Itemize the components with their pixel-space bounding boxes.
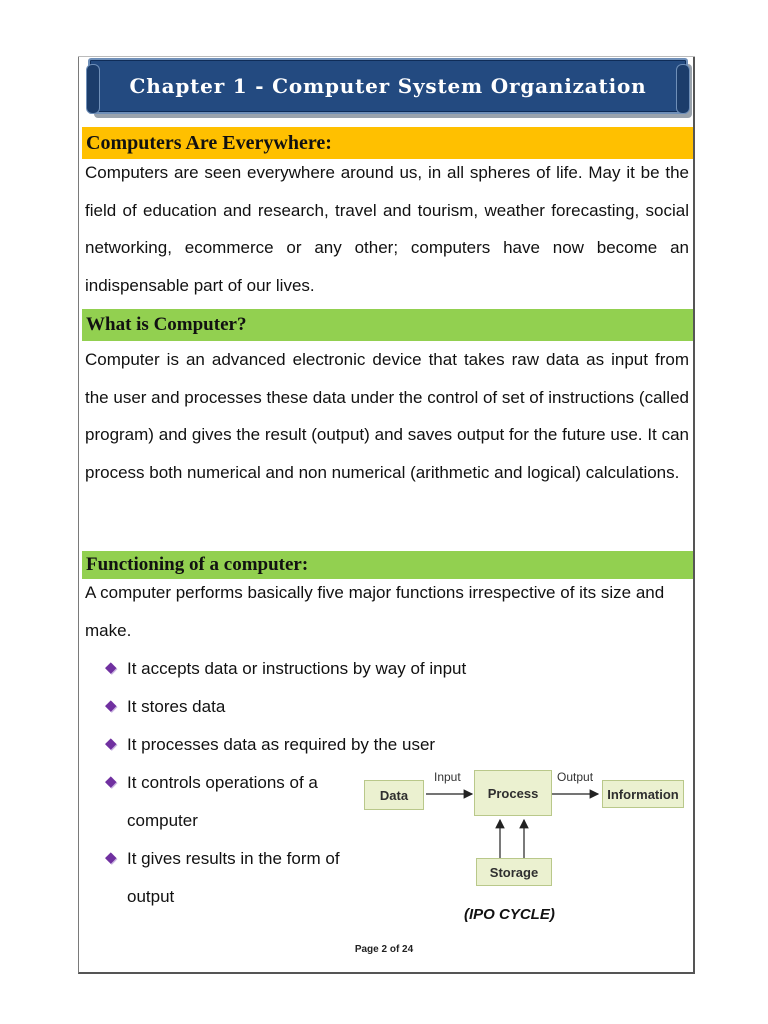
diagram-caption: (IPO CYCLE) bbox=[464, 906, 555, 923]
list-item bbox=[105, 764, 365, 840]
box-data: Data bbox=[364, 780, 424, 810]
chapter-banner bbox=[88, 58, 688, 114]
banner-panel bbox=[88, 58, 688, 114]
scroll-curl-right bbox=[676, 64, 690, 114]
section-heading-everywhere: Computers Are Everywhere: bbox=[82, 127, 693, 159]
paragraph-what-is: Computer is an advanced electronic device that takes raw data as input from the user and processes these data under the control of set of instructions (called program) and gives the result (output) and saves output for the future use. It can process both numerical and non numerical (arithmetic and logical) calculations. bbox=[85, 350, 689, 482]
diamond-bullet-icon: ◆ bbox=[105, 659, 117, 676]
scroll-curl-left bbox=[86, 64, 100, 114]
list-item-text: It controls operations of a computer bbox=[127, 773, 318, 830]
list-item-text: It accepts data or instructions by way of input bbox=[127, 659, 467, 678]
section-heading-functioning: Functioning of a computer: bbox=[82, 551, 693, 579]
box-storage: Storage bbox=[476, 858, 552, 886]
list-item-text: It gives results in the form of output bbox=[127, 849, 340, 906]
diamond-bullet-icon: ◆ bbox=[105, 697, 117, 714]
list-item bbox=[105, 840, 365, 916]
chapter-title: Chapter 1 - Computer System Organization bbox=[129, 74, 647, 98]
label-input: Input bbox=[434, 770, 461, 784]
box-process: Process bbox=[474, 770, 552, 816]
section-heading-what-is: What is Computer? bbox=[82, 309, 693, 341]
diamond-bullet-icon: ◆ bbox=[105, 735, 117, 752]
page-number: Page 2 of 24 bbox=[354, 944, 414, 955]
list-item bbox=[105, 688, 365, 726]
list-item-text: It stores data bbox=[127, 697, 226, 716]
function-list bbox=[105, 650, 467, 916]
diamond-bullet-icon: ◆ bbox=[105, 773, 117, 790]
paragraph-functioning-intro: A computer performs basically five major functions irrespective of its size and make. bbox=[85, 583, 665, 640]
list-item bbox=[105, 726, 436, 764]
ipo-diagram bbox=[364, 768, 686, 888]
list-item-text: It processes data as required by the user bbox=[127, 735, 436, 754]
box-information: Information bbox=[602, 780, 684, 808]
paragraph-everywhere: Computers are seen everywhere around us, in all spheres of life. May it be the field of education and research, travel and tourism, weather forecasting, social networking, ecommerce or any other; computers have now become an indispensable part of our lives. bbox=[85, 163, 689, 295]
diamond-bullet-icon: ◆ bbox=[105, 849, 117, 866]
list-item bbox=[105, 650, 467, 688]
label-output: Output bbox=[557, 770, 594, 784]
